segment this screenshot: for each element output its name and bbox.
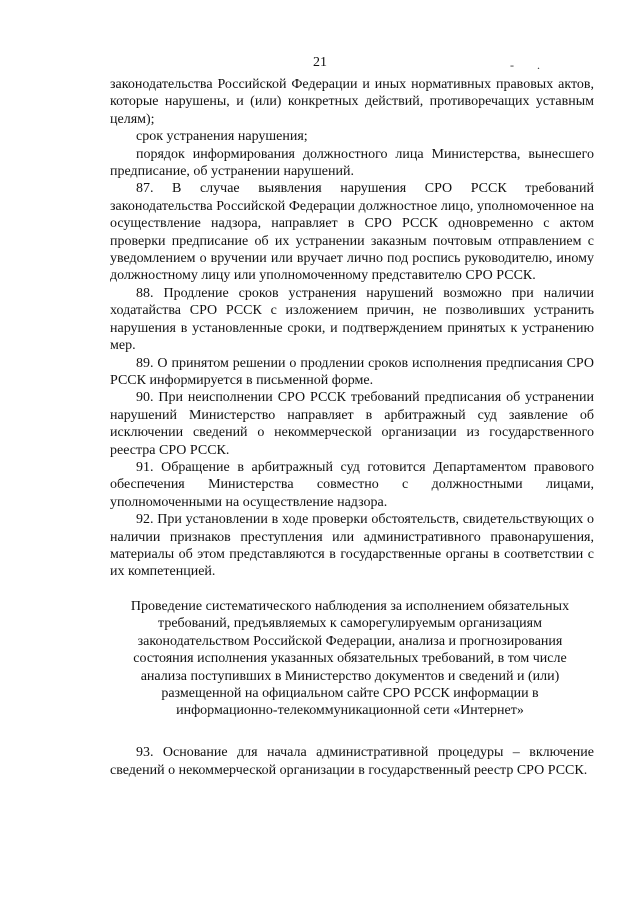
closing-section bbox=[110, 744, 594, 780]
scan-artifact-marks: - . bbox=[510, 58, 550, 72]
paragraph-deadline: срок устранения нарушения; bbox=[136, 129, 308, 145]
paragraph-88: 88. Продление сроков устранения нарушений возможно при наличии ходатайства СРО РССК с изложением причин, не позволивших устранить нарушения в установленные сроки, и подтверждением принятых к устранению мер. bbox=[110, 285, 594, 354]
page-number: 21 bbox=[313, 55, 327, 70]
paragraph-notification-order: порядок информирования должностного лица Министерства, вынесшего предписание, об устранении нарушений. bbox=[110, 146, 594, 180]
paragraph-93: 93. Основание для начала административной процедуры – включение сведений о некоммерческой организации в государственный реестр СРО РССК. bbox=[110, 745, 594, 778]
paragraph-92: 92. При установлении в ходе проверки обстоятельств, свидетельствующих о наличии признаков преступления или административного правонарушения, материалы об этом представляются в государственные органы в соответствии с их компетенцией. bbox=[110, 512, 594, 580]
paragraph-continuation: законодательства Российской Федерации и иных нормативных правовых актов, которые нарушены, и (или) конкретных действий, противоречащих уставным целям); bbox=[110, 77, 594, 127]
paragraph-89: 89. О принятом решении о продлении сроков исполнения предписания СРО РССК информируется в письменной форме. bbox=[110, 355, 594, 388]
section-heading: Проведение систематического наблюдения за исполнением обязательных требований, предъявляемых к саморегулируемым организациям законодательством Российской Федерации, анализа и прогнозирования состояния исполнения указанных обязательных требований, в том числе анализа поступивших в Министерство документов и сведений и (или) размещенной на официальном сайте СРО РССК информации в информационно-телекоммуникационной сети «Интернет» bbox=[130, 599, 570, 719]
paragraph-91: 91. Обращение в арбитражный суд готовится Департаментом правового обеспечения Министерства совместно с должностными лицами, уполномоченными на осуществление надзора. bbox=[110, 459, 594, 510]
paragraph-87: 87. В случае выявления нарушения СРО РССК требований законодательства Российской Федерации должностное лицо, уполномоченное на осуществление надзора, направляет в СРО РССК одновременно с актом проверки предписание об их устранении заказным почтовым отправлением с уведомлением о вручении или вручает лично под роспись руководителю, иному должностному лицу или уполномоченному представителю СРО РССК. bbox=[110, 181, 594, 284]
document-body bbox=[110, 76, 594, 581]
paragraph-90: 90. При неисполнении СРО РССК требований предписания об устранении нарушений Министерство направляет в арбитражный суд заявление об исключении сведений о некоммерческой организации из государственного реестра СРО РССК. bbox=[110, 390, 594, 458]
